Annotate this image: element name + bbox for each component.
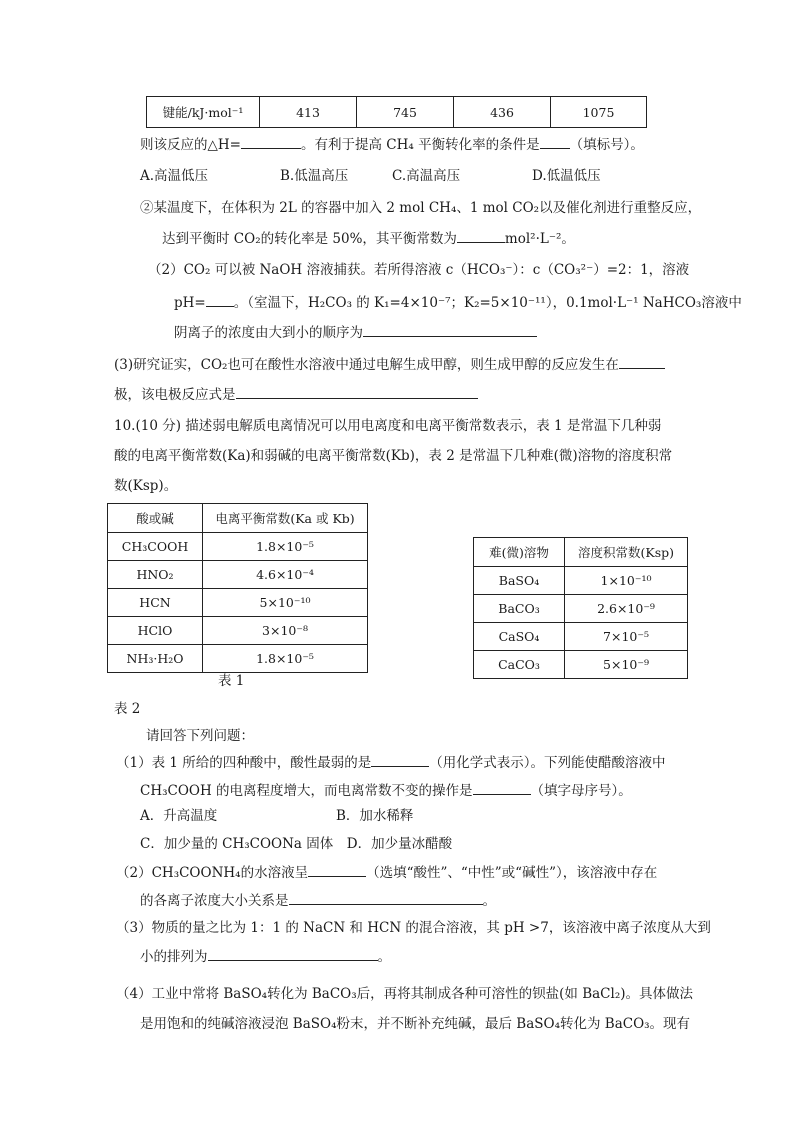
answer-blank[interactable] [208, 946, 378, 961]
q1-option: B.低温高压 [280, 168, 349, 184]
bond-energy-table [146, 96, 647, 128]
p1-option-b: B．加水稀释 [336, 808, 414, 824]
bond-table-value: 436 [454, 97, 551, 128]
q10-line3: 数(Ksp)。 [114, 478, 178, 494]
q1-2-line1: ②某温度下，在体积为 2L 的容器中加入 2 mol CH₄、1 mol CO₂以及催化剂进行重整反应， [140, 200, 702, 216]
answer-blank[interactable] [206, 292, 234, 307]
answer-blank[interactable] [473, 780, 531, 795]
table2-header: 难(微)溶物 [474, 538, 565, 567]
q10-line1: 10.(10 分) 描述弱电解质电离情况可以用电离度和电离平衡常数表示，表 1 是常温下几种弱 [114, 418, 662, 434]
p4-line1: （4）工业中常将 BaSO₄转化为 BaCO₃后，再将其制成各种可溶性的钡盐(如 BaCl₂)。具体做法 [116, 986, 693, 1002]
answer-blank[interactable] [236, 384, 478, 399]
p1-option-a: A．升高温度 [140, 808, 218, 824]
table1-header: 电离平衡常数(Ka 或 Kb) [203, 504, 368, 533]
p2-line1: （2）CH₃COONH₄的水溶液呈 （选填“酸性”、“中性”或“碱性”），该溶液中存在 [116, 862, 657, 883]
p3-line2: 小的排列为 。 [140, 946, 391, 967]
table-2 [473, 537, 688, 679]
table-row: CaSO₄ 7×10⁻⁵ [474, 623, 688, 651]
table1-caption: 表 1 [218, 673, 245, 689]
answer-intro: 请回答下列问题： [146, 728, 254, 744]
q2-line1: （2）CO₂ 可以被 NaOH 溶液捕获。若所得溶液 c（HCO₃⁻）：c（CO₃²⁻）=2：1，溶液 [148, 262, 690, 278]
bond-table-value: 745 [357, 97, 454, 128]
table-row: HNO₂ 4.6×10⁻⁴ [108, 561, 368, 589]
bond-table-label: 键能/kJ·mol⁻¹ [147, 97, 260, 128]
q10-line2: 酸的电离平衡常数(Ka)和弱碱的电离平衡常数(Kb)，表 2 是常温下几种难(微)溶物的溶度积常 [114, 448, 673, 464]
table-row: BaSO₄ 1×10⁻¹⁰ [474, 567, 688, 595]
table1-header: 酸或碱 [108, 504, 203, 533]
answer-blank[interactable] [457, 228, 505, 243]
answer-blank[interactable] [540, 134, 570, 149]
table-row: HClO 3×10⁻⁸ [108, 617, 368, 645]
answer-blank[interactable] [308, 862, 366, 877]
q2-line3: 阴离子的浓度由大到小的顺序为 [174, 322, 537, 343]
bond-table-value: 1075 [551, 97, 647, 128]
table2-caption: 表 2 [114, 701, 141, 717]
table-row: HCN 5×10⁻¹⁰ [108, 589, 368, 617]
answer-blank[interactable] [619, 354, 665, 369]
q3-line1: (3)研究证实，CO₂也可在酸性水溶液中通过电解生成甲醇，则生成甲醇的反应发生在 [114, 354, 665, 375]
p4-line2: 是用饱和的纯碱溶液浸泡 BaSO₄粉末，并不断补充纯碱，最后 BaSO₄转化为 BaCO₃。现有 [140, 1016, 691, 1032]
table-row: CaCO₃ 5×10⁻⁹ [474, 651, 688, 679]
table-row: CH₃COOH 1.8×10⁻⁵ [108, 533, 368, 561]
p3-line1: （3）物质的量之比为 1：1 的 NaCN 和 HCN 的混合溶液，其 pH >7，该溶液中离子浓度从大到 [116, 920, 711, 936]
q1-option: D.低温低压 [532, 168, 601, 184]
answer-blank[interactable] [241, 134, 301, 149]
q1-line1: 则该反应的△H= 。有利于提高 CH₄ 平衡转化率的条件是 （填标号）。 [140, 134, 644, 155]
q3-line2: 极，该电极反应式是 [114, 384, 478, 405]
table2-header: 溶度积常数(Ksp) [565, 538, 688, 567]
answer-blank[interactable] [363, 322, 537, 337]
p2-line2: 的各离子浓度大小关系是 。 [140, 890, 496, 911]
q1-option: A.高温低压 [140, 168, 209, 184]
answer-blank[interactable] [289, 890, 483, 905]
q1-2-line2: 达到平衡时 CO₂的转化率是 50%，其平衡常数为 mol²·L⁻²。 [162, 228, 575, 249]
bond-table-value: 413 [260, 97, 357, 128]
q2-line2: pH= 。（室温下，H₂CO₃ 的 K₁=4×10⁻⁷；K₂=5×10⁻¹¹），0.1mol·L⁻¹ NaHCO₃溶液中 [174, 292, 742, 313]
table-row: BaCO₃ 2.6×10⁻⁹ [474, 595, 688, 623]
q1-option: C.高温高压 [392, 168, 461, 184]
table-row: NH₃·H₂O 1.8×10⁻⁵ [108, 645, 368, 673]
p1-line1: （1）表 1 所给的四种酸中，酸性最弱的是 （用化学式表示）。下列能使醋酸溶液中 [116, 752, 666, 773]
p1-option-cd: C．加少量的 CH₃COONa 固体 D．加少量冰醋酸 [140, 836, 453, 852]
table-1 [107, 503, 368, 673]
p1-line2: CH₃COOH 的电离程度增大，而电离常数不变的操作是 （填字母序号）。 [140, 780, 632, 801]
answer-blank[interactable] [371, 752, 429, 767]
